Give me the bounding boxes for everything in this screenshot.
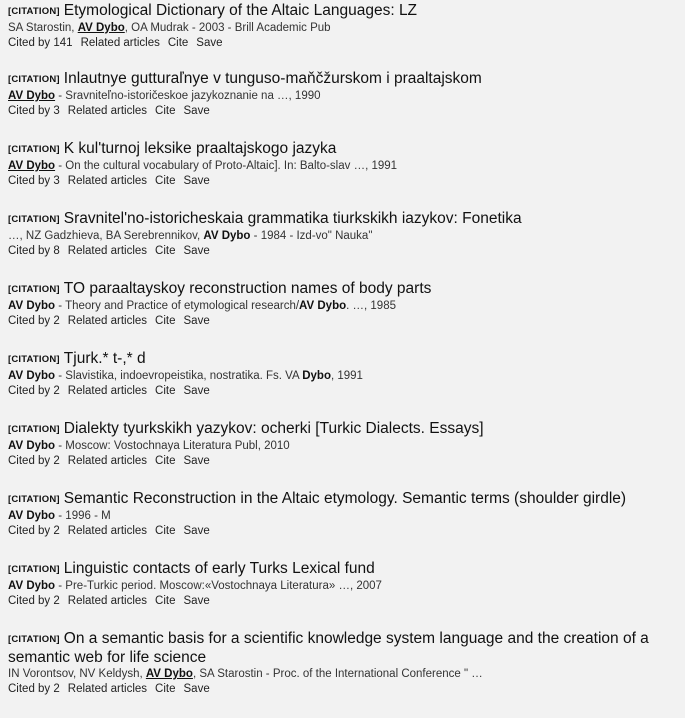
save-button[interactable]: Save [183,385,210,397]
citation-tag: [CITATION] [8,634,60,645]
result-actions [8,244,683,258]
author-highlight: AV Dybo [8,300,56,312]
search-result [8,210,683,258]
result-authors [8,229,683,244]
author-text: - 1984 - Izd-vo" Nauka" [250,230,373,242]
author-text: - Theory and Practice of etymological research/ [55,300,300,312]
result-title-line [8,2,683,21]
search-result [8,630,683,696]
save-button[interactable]: Save [183,525,210,537]
cite-button[interactable]: Cite [155,683,176,695]
result-authors [8,21,683,36]
author-text: - Pre-Turkic period. Moscow:«Vostochnaya Literatura» …, 2007 [55,580,382,592]
related-articles-link[interactable]: Related articles [80,37,160,49]
result-actions [8,454,683,468]
result-actions [8,314,683,328]
search-result [8,2,683,50]
author-text: SA Starostin, [8,22,78,34]
result-authors [8,369,683,384]
cite-button[interactable]: Cite [167,37,189,49]
cited-by-link[interactable]: Cited by 2 [8,683,60,695]
cited-by-link[interactable]: Cited by 2 [8,525,60,537]
cite-button[interactable]: Cite [155,245,176,257]
related-articles-link[interactable]: Related articles [67,245,148,257]
cite-button[interactable]: Cite [155,455,176,467]
result-title-link[interactable]: Semantic Reconstruction in the Altaic etymology. Semantic terms (shoulder girdle) [63,490,627,507]
author-profile-link[interactable]: AV Dybo [8,90,56,102]
cited-by-link[interactable]: Cited by 3 [8,105,60,117]
author-profile-link[interactable]: AV Dybo [77,22,125,34]
result-actions [8,594,683,608]
author-highlight: AV Dybo [8,510,56,522]
related-articles-link[interactable]: Related articles [67,595,148,607]
result-title-line [8,490,683,509]
result-title-line [8,280,683,299]
result-title-link[interactable]: Dialekty tyurkskikh yazykov: ocherki [Turkic Dialects. Essays] [63,420,484,437]
result-title-line [8,560,683,579]
result-title-link[interactable]: Tjurk.* t-,* d [63,350,146,367]
citation-tag: [CITATION] [8,284,60,295]
citation-tag: [CITATION] [8,354,60,365]
search-result [8,70,683,118]
author-profile-link[interactable]: AV Dybo [145,668,193,680]
search-result [8,560,683,608]
result-title-link[interactable]: TO paraaltayskoy reconstruction names of body parts [63,280,432,297]
save-button[interactable]: Save [183,315,210,327]
cite-button[interactable]: Cite [155,525,176,537]
search-result [8,490,683,538]
author-text: - On the cultural vocabulary of Proto-Altaic]. In: Balto-slav …, 1991 [55,160,398,172]
result-authors [8,667,683,682]
result-title-line [8,630,683,667]
search-result [8,140,683,188]
result-title-link[interactable]: Linguistic contacts of early Turks Lexical fund [63,560,375,577]
citation-tag: [CITATION] [8,564,60,575]
citation-tag: [CITATION] [8,424,60,435]
search-result [8,280,683,328]
citation-tag: [CITATION] [8,144,60,155]
result-title-line [8,70,683,89]
search-result [8,350,683,398]
author-text: IN Vorontsov, NV Keldysh, [8,668,146,680]
cited-by-link[interactable]: Cited by 2 [8,595,60,607]
related-articles-link[interactable]: Related articles [67,385,148,397]
cited-by-link[interactable]: Cited by 2 [8,455,60,467]
result-title-line [8,140,683,159]
author-text: . …, 1985 [346,300,396,312]
related-articles-link[interactable]: Related articles [67,455,148,467]
cited-by-link[interactable]: Cited by 2 [8,315,60,327]
result-actions [8,524,683,538]
author-text: , OA Mudrak - 2003 - Brill Academic Pub [124,22,331,34]
cited-by-link[interactable]: Cited by 8 [8,245,60,257]
cited-by-link[interactable]: Cited by 3 [8,175,60,187]
result-title-link[interactable]: Inlautnye gutturaľnye v tunguso-maňčžurskom i praaltajskom [63,70,482,87]
citation-tag: [CITATION] [8,494,60,505]
result-actions [8,174,683,188]
citation-tag: [CITATION] [8,214,60,225]
result-authors [8,509,683,524]
save-button[interactable]: Save [183,683,210,695]
result-authors [8,439,683,454]
result-title-line [8,350,683,369]
related-articles-link[interactable]: Related articles [67,175,148,187]
save-button[interactable]: Save [183,175,210,187]
author-highlight: AV Dybo [8,440,56,452]
cite-button[interactable]: Cite [155,315,176,327]
author-highlight: AV Dybo [203,230,251,242]
author-highlight: Dybo [302,370,331,382]
cited-by-link[interactable]: Cited by 141 [8,37,73,49]
result-title-line [8,210,683,229]
cited-by-link[interactable]: Cited by 2 [8,385,60,397]
citation-tag: [CITATION] [8,74,60,85]
cite-button[interactable]: Cite [155,385,176,397]
author-text: - Slavistika, indoevropeistika, nostratika. Fs. VA [55,370,303,382]
cite-button[interactable]: Cite [155,175,176,187]
citation-tag: [CITATION] [8,6,60,17]
save-button[interactable]: Save [183,245,210,257]
author-highlight: AV Dybo [8,370,56,382]
author-highlight: AV Dybo [299,300,347,312]
save-button[interactable]: Save [183,455,210,467]
result-authors [8,89,683,104]
author-text: - 1996 - M [55,510,111,522]
result-authors [8,579,683,594]
related-articles-link[interactable]: Related articles [67,525,148,537]
result-actions [8,104,683,118]
author-highlight: AV Dybo [8,580,56,592]
results-list [8,2,683,718]
author-text: , 1991 [330,370,363,382]
result-actions [8,36,683,50]
related-articles-link[interactable]: Related articles [67,105,148,117]
result-authors [8,159,683,174]
cite-button[interactable]: Cite [155,595,176,607]
related-articles-link[interactable]: Related articles [67,315,148,327]
search-result [8,420,683,468]
save-button[interactable]: Save [183,595,210,607]
result-actions [8,384,683,398]
author-text: - Sravniteľno-istoričeskoe jazykoznanie na …, 1990 [55,90,321,102]
result-title-link[interactable]: Etymological Dictionary of the Altaic Languages: LZ [63,2,418,19]
result-title-line [8,420,683,439]
result-title-link[interactable]: Sravnitel'no-istoricheskaia grammatika tiurkskikh iazykov: Fonetika [63,210,522,227]
author-text: - Moscow: Vostochnaya Literatura Publ, 2010 [55,440,290,452]
result-actions [8,682,683,696]
result-authors [8,299,683,314]
result-title-link[interactable]: On a semantic basis for a scientific knowledge system language and the creation of a semantic web for life science [8,630,649,666]
author-text: , SA Starostin - Proc. of the International Conference " … [192,668,483,680]
author-profile-link[interactable]: AV Dybo [8,160,56,172]
result-title-link[interactable]: K kul'turnoj leksike praaltajskogo jazyka [63,140,337,157]
related-articles-link[interactable]: Related articles [67,683,148,695]
save-button[interactable]: Save [196,37,223,49]
author-text: …, NZ Gadzhieva, BA Serebrennikov, [8,230,204,242]
save-button[interactable]: Save [183,105,210,117]
cite-button[interactable]: Cite [155,105,176,117]
